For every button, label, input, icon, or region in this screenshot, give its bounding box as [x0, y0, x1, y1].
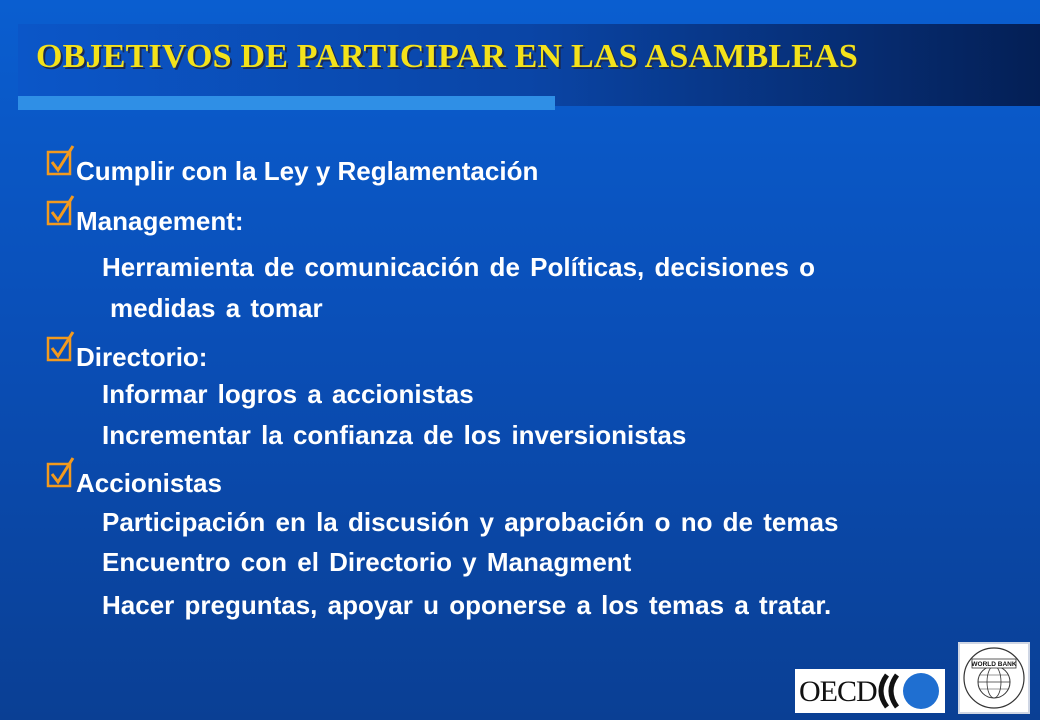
- subitem-incrementar: Incrementar la confianza de los inversionistas: [102, 420, 687, 450]
- checkbox-icon: [46, 456, 76, 490]
- subitem-herramienta-cont: medidas a tomar: [110, 293, 323, 323]
- world-bank-logo: [958, 642, 1030, 714]
- oecd-logo: [795, 669, 945, 713]
- oecd-logo-text: OECD: [799, 675, 877, 708]
- subitem-hacer-preguntas: Hacer preguntas, apoyar u oponerse a los temas a tratar.: [102, 590, 832, 620]
- checkbox-icon: [46, 194, 76, 228]
- item-accionistas: Accionistas: [76, 468, 222, 498]
- subitem-participacion: Participación en la discusión y aprobación o no de temas: [102, 507, 839, 537]
- item-directorio: Directorio:: [76, 342, 208, 372]
- subitem-informar: Informar logros a accionistas: [102, 379, 474, 409]
- checkbox-icon: [46, 144, 76, 178]
- checkbox-icon: [46, 330, 76, 364]
- subitem-encuentro: Encuentro con el Directorio y Managment: [102, 547, 632, 577]
- subitem-herramienta: Herramienta de comunicación de Políticas, decisiones o: [102, 252, 816, 282]
- oecd-emblem-icon: [871, 671, 943, 711]
- item-cumplir: Cumplir con la Ley y Reglamentación: [76, 156, 539, 186]
- item-management: Management:: [76, 206, 244, 236]
- slide-title: OBJETIVOS DE PARTICIPAR EN LAS ASAMBLEAS: [36, 38, 858, 75]
- world-bank-logo-text: WORLD BANK: [971, 661, 1017, 668]
- world-bank-seal-icon: [960, 644, 1028, 712]
